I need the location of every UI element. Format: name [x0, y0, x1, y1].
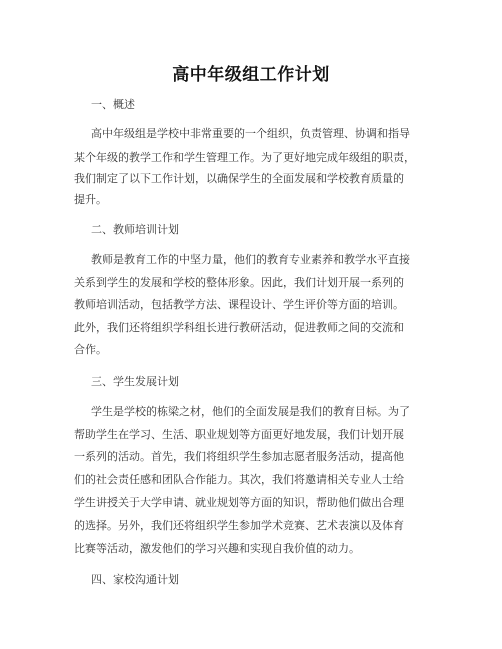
section-heading: 四、家校沟通计划 [91, 573, 179, 586]
paragraph-line: 的选择。另外，我们还将组织学生参加学术竞赛、艺术表演以及体育 [74, 519, 404, 532]
section-heading: 二、教师培训计划 [91, 223, 179, 236]
paragraph-line: 提升。 [74, 193, 107, 206]
document-title: 高中年级组工作计划 [172, 65, 330, 85]
section-heading: 一、概述 [91, 98, 135, 111]
paragraph-line: 学生是学校的栋梁之材，他们的全面发展是我们的教育目标。为了 [91, 405, 410, 418]
paragraph-line: 此外，我们还将组织学科组长进行教研活动，促进教师之间的交流和 [74, 321, 404, 334]
paragraph-line: 比赛等活动，激发他们的学习兴趣和实现自我价值的动力。 [74, 542, 360, 555]
paragraph-line: 一系列的活动。首先，我们将组织学生参加志愿者服务活动，提高他 [74, 450, 404, 463]
paragraph-line: 我们制定了以下工作计划，以确保学生的全面发展和学校教育质量的 [74, 172, 404, 185]
paragraph-line: 学生讲授关于大学申请、就业规划等方面的知识，帮助他们做出合理 [74, 496, 404, 509]
paragraph-line: 合作。 [74, 343, 107, 356]
paragraph-line: 教师是教育工作的中坚力量，他们的教育专业素养和教学水平直接 [91, 253, 410, 266]
paragraph-line: 关系到学生的发展和学校的整体形象。因此，我们计划开展一系列的 [74, 276, 404, 289]
section-heading: 三、学生发展计划 [91, 375, 179, 388]
paragraph-line: 某个年级的教学工作和学生管理工作。为了更好地完成年级组的职责， [74, 151, 415, 164]
paragraph-line: 帮助学生在学习、生活、职业规划等方面更好地发展，我们计划开展 [74, 428, 404, 441]
paragraph-line: 高中年级组是学校中非常重要的一个组织，负责管理、协调和指导 [91, 127, 410, 140]
paragraph-line: 们的社会责任感和团队合作能力。其次，我们将邀请相关专业人士给 [74, 473, 404, 486]
paragraph-line: 教师培训活动，包括教学方法、课程设计、学生评价等方面的培训。 [74, 298, 404, 311]
